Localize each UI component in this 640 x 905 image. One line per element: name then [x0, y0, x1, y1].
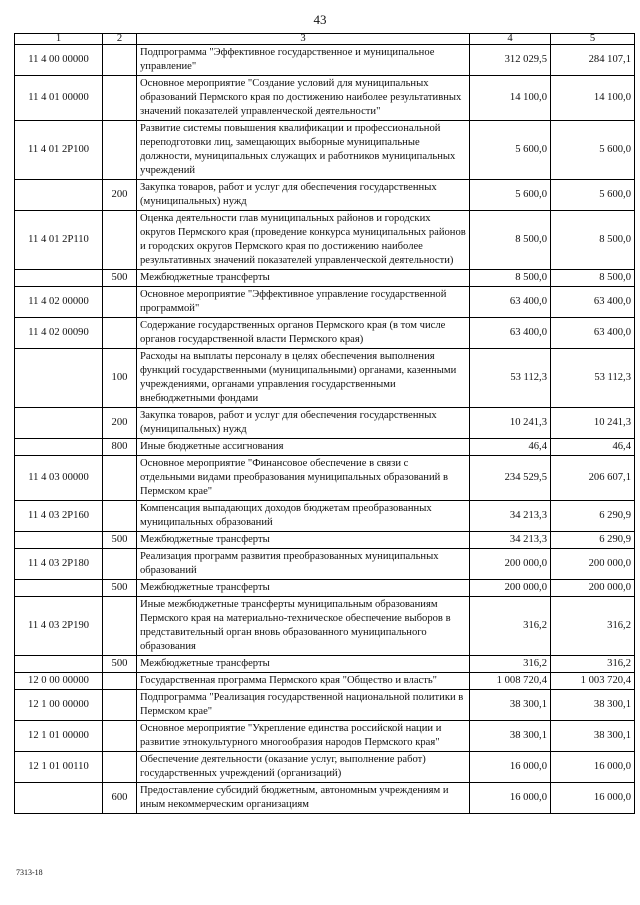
row-code-cell [15, 656, 103, 673]
row-name-cell: Расходы на выплаты персоналу в целях обеспечения выполнения функций государственными (муниципальными) органами, казенными учреждениями, органами управления государственными внебюджетными фондами [137, 349, 470, 408]
row-amount-2019-cell: 316,2 [470, 656, 551, 673]
row-expense-type-cell: 500 [103, 270, 137, 287]
table-row [15, 287, 635, 318]
table-row [15, 690, 635, 721]
row-code-cell: 11 4 01 2P110 [15, 211, 103, 270]
row-expense-type-cell [103, 597, 137, 656]
row-amount-2019-cell: 316,2 [470, 597, 551, 656]
row-name-cell: Закупка товаров, работ и услуг для обеспечения государственных (муниципальных) нужд [137, 180, 470, 211]
row-expense-type-cell: 500 [103, 656, 137, 673]
row-code-cell: 12 1 00 00000 [15, 690, 103, 721]
row-code-cell: 11 4 03 2P190 [15, 597, 103, 656]
row-amount-2020-cell: 8 500,0 [551, 270, 635, 287]
row-expense-type-cell [103, 549, 137, 580]
row-amount-2020-cell: 200 000,0 [551, 549, 635, 580]
row-amount-2020-cell: 63 400,0 [551, 287, 635, 318]
row-amount-2019-cell: 1 008 720,4 [470, 673, 551, 690]
row-code-cell: 11 4 02 00090 [15, 318, 103, 349]
row-expense-type-cell [103, 211, 137, 270]
row-expense-type-cell [103, 673, 137, 690]
table-row [15, 580, 635, 597]
row-amount-2020-cell: 46,4 [551, 439, 635, 456]
table-row [15, 211, 635, 270]
table-row [15, 656, 635, 673]
row-expense-type-cell [103, 690, 137, 721]
row-name-cell: Оценка деятельности глав муниципальных районов и городских округов Пермского края (проведение конкурса муниципальных районов и городских округов Пермского края по достижению наиболее результативных значений показателей управленческой деятельности) [137, 211, 470, 270]
row-amount-2019-cell: 16 000,0 [470, 783, 551, 814]
row-amount-2020-cell: 284 107,1 [551, 45, 635, 76]
table-row [15, 456, 635, 501]
row-name-cell: Межбюджетные трансферты [137, 270, 470, 287]
row-name-cell: Содержание государственных органов Пермского края (в том числе органов государственной власти Пермского края) [137, 318, 470, 349]
row-amount-2020-cell: 10 241,3 [551, 408, 635, 439]
row-expense-type-cell [103, 501, 137, 532]
row-expense-type-cell: 100 [103, 349, 137, 408]
row-code-cell: 11 4 03 2P180 [15, 549, 103, 580]
row-code-cell [15, 783, 103, 814]
row-code-cell: 11 4 03 00000 [15, 456, 103, 501]
row-name-cell: Развитие системы повышения квалификации и профессиональной переподготовки лиц, замещающих выборные муниципальные должности, муниципальных служащих и работников муниципальных учреждений [137, 121, 470, 180]
row-name-cell: Иные межбюджетные трансферты муниципальным образованиям Пермского края на материально-техническое обеспечение выборов в представительный орган вновь образованного муниципального образования [137, 597, 470, 656]
row-name-cell: Иные бюджетные ассигнования [137, 439, 470, 456]
row-name-cell: Предоставление субсидий бюджетным, автономным учреждениям и иным некоммерческим организациям [137, 783, 470, 814]
row-amount-2020-cell: 5 600,0 [551, 180, 635, 211]
row-amount-2020-cell: 16 000,0 [551, 752, 635, 783]
row-code-cell: 12 1 01 00110 [15, 752, 103, 783]
row-code-cell [15, 408, 103, 439]
row-amount-2020-cell: 6 290,9 [551, 532, 635, 549]
row-expense-type-cell [103, 752, 137, 783]
row-amount-2020-cell: 1 003 720,4 [551, 673, 635, 690]
row-name-cell: Обеспечение деятельности (оказание услуг, выполнение работ) государственных учреждений (организаций) [137, 752, 470, 783]
row-amount-2019-cell: 38 300,1 [470, 690, 551, 721]
row-code-cell [15, 180, 103, 211]
header-row [15, 34, 635, 45]
row-code-cell: 11 4 02 00000 [15, 287, 103, 318]
row-amount-2019-cell: 46,4 [470, 439, 551, 456]
row-code-cell: 12 0 00 00000 [15, 673, 103, 690]
row-name-cell: Закупка товаров, работ и услуг для обеспечения государственных (муниципальных) нужд [137, 408, 470, 439]
row-amount-2020-cell: 38 300,1 [551, 690, 635, 721]
table-row [15, 76, 635, 121]
row-expense-type-cell [103, 721, 137, 752]
table-row [15, 597, 635, 656]
row-amount-2019-cell: 312 029,5 [470, 45, 551, 76]
row-name-cell: Основное мероприятие "Эффективное управление государственной программой" [137, 287, 470, 318]
row-expense-type-cell [103, 76, 137, 121]
row-amount-2020-cell: 6 290,9 [551, 501, 635, 532]
row-code-cell: 11 4 03 2P160 [15, 501, 103, 532]
row-amount-2019-cell: 5 600,0 [470, 121, 551, 180]
row-amount-2019-cell: 200 000,0 [470, 580, 551, 597]
row-expense-type-cell: 500 [103, 532, 137, 549]
table-row [15, 783, 635, 814]
row-amount-2020-cell: 316,2 [551, 597, 635, 656]
row-expense-type-cell: 200 [103, 408, 137, 439]
row-expense-type-cell [103, 318, 137, 349]
row-name-cell: Межбюджетные трансферты [137, 580, 470, 597]
row-amount-2019-cell: 5 600,0 [470, 180, 551, 211]
table-row [15, 549, 635, 580]
row-amount-2020-cell: 63 400,0 [551, 318, 635, 349]
row-expense-type-cell [103, 121, 137, 180]
row-code-cell: 11 4 01 00000 [15, 76, 103, 121]
row-amount-2019-cell: 34 213,3 [470, 532, 551, 549]
header-cell: 3 [137, 34, 470, 45]
table-row [15, 270, 635, 287]
row-code-cell: 11 4 01 2P100 [15, 121, 103, 180]
header-cell: 2 [103, 34, 137, 45]
table-row [15, 532, 635, 549]
row-code-cell [15, 270, 103, 287]
row-amount-2020-cell: 53 112,3 [551, 349, 635, 408]
row-name-cell: Подпрограмма "Реализация государственной национальной политики в Пермском крае" [137, 690, 470, 721]
row-name-cell: Подпрограмма "Эффективное государственное и муниципальное управление" [137, 45, 470, 76]
row-amount-2020-cell: 316,2 [551, 656, 635, 673]
table-row [15, 752, 635, 783]
header-cell: 1 [15, 34, 103, 45]
document-id: 7313-18 [16, 868, 43, 877]
table-row [15, 673, 635, 690]
row-amount-2019-cell: 16 000,0 [470, 752, 551, 783]
row-name-cell: Межбюджетные трансферты [137, 532, 470, 549]
row-amount-2019-cell: 200 000,0 [470, 549, 551, 580]
row-amount-2019-cell: 8 500,0 [470, 211, 551, 270]
row-amount-2020-cell: 38 300,1 [551, 721, 635, 752]
row-expense-type-cell [103, 45, 137, 76]
row-code-cell [15, 532, 103, 549]
row-code-cell [15, 439, 103, 456]
table-row [15, 121, 635, 180]
row-amount-2020-cell: 16 000,0 [551, 783, 635, 814]
row-amount-2020-cell: 14 100,0 [551, 76, 635, 121]
row-name-cell: Реализация программ развития преобразованных муниципальных образований [137, 549, 470, 580]
row-amount-2019-cell: 234 529,5 [470, 456, 551, 501]
row-expense-type-cell: 600 [103, 783, 137, 814]
row-amount-2019-cell: 34 213,3 [470, 501, 551, 532]
row-name-cell: Межбюджетные трансферты [137, 656, 470, 673]
table-row [15, 318, 635, 349]
row-amount-2019-cell: 63 400,0 [470, 287, 551, 318]
table-row [15, 45, 635, 76]
table-row [15, 439, 635, 456]
row-amount-2019-cell: 38 300,1 [470, 721, 551, 752]
row-amount-2019-cell: 53 112,3 [470, 349, 551, 408]
table-row [15, 180, 635, 211]
row-amount-2020-cell: 5 600,0 [551, 121, 635, 180]
row-amount-2019-cell: 63 400,0 [470, 318, 551, 349]
row-name-cell: Государственная программа Пермского края "Общество и власть" [137, 673, 470, 690]
row-code-cell: 11 4 00 00000 [15, 45, 103, 76]
row-code-cell [15, 580, 103, 597]
row-amount-2019-cell: 14 100,0 [470, 76, 551, 121]
budget-table [14, 33, 635, 814]
row-amount-2020-cell: 8 500,0 [551, 211, 635, 270]
row-expense-type-cell: 500 [103, 580, 137, 597]
row-expense-type-cell [103, 287, 137, 318]
row-name-cell: Основное мероприятие "Финансовое обеспечение в связи с отдельными видами преобразования муниципальных образований в Пермском крае" [137, 456, 470, 501]
page-number: 43 [313, 12, 327, 27]
header-cell: 4 [470, 34, 551, 45]
row-amount-2020-cell: 200 000,0 [551, 580, 635, 597]
row-name-cell: Компенсация выпадающих доходов бюджетам преобразованных муниципальных образований [137, 501, 470, 532]
row-name-cell: Основное мероприятие "Создание условий для муниципальных образований Пермского края по достижению наиболее результативных значений показателей управленческой деятельности" [137, 76, 470, 121]
table-row [15, 721, 635, 752]
row-expense-type-cell: 200 [103, 180, 137, 211]
table-row [15, 408, 635, 439]
row-expense-type-cell: 800 [103, 439, 137, 456]
row-code-cell: 12 1 01 00000 [15, 721, 103, 752]
row-amount-2020-cell: 206 607,1 [551, 456, 635, 501]
row-amount-2019-cell: 8 500,0 [470, 270, 551, 287]
table-row [15, 501, 635, 532]
header-cell: 5 [551, 34, 635, 45]
row-name-cell: Основное мероприятие "Укрепление единства российской нации и развитие этнокультурного многообразия народов Пермского края" [137, 721, 470, 752]
row-code-cell [15, 349, 103, 408]
table-row [15, 349, 635, 408]
row-expense-type-cell [103, 456, 137, 501]
row-amount-2019-cell: 10 241,3 [470, 408, 551, 439]
